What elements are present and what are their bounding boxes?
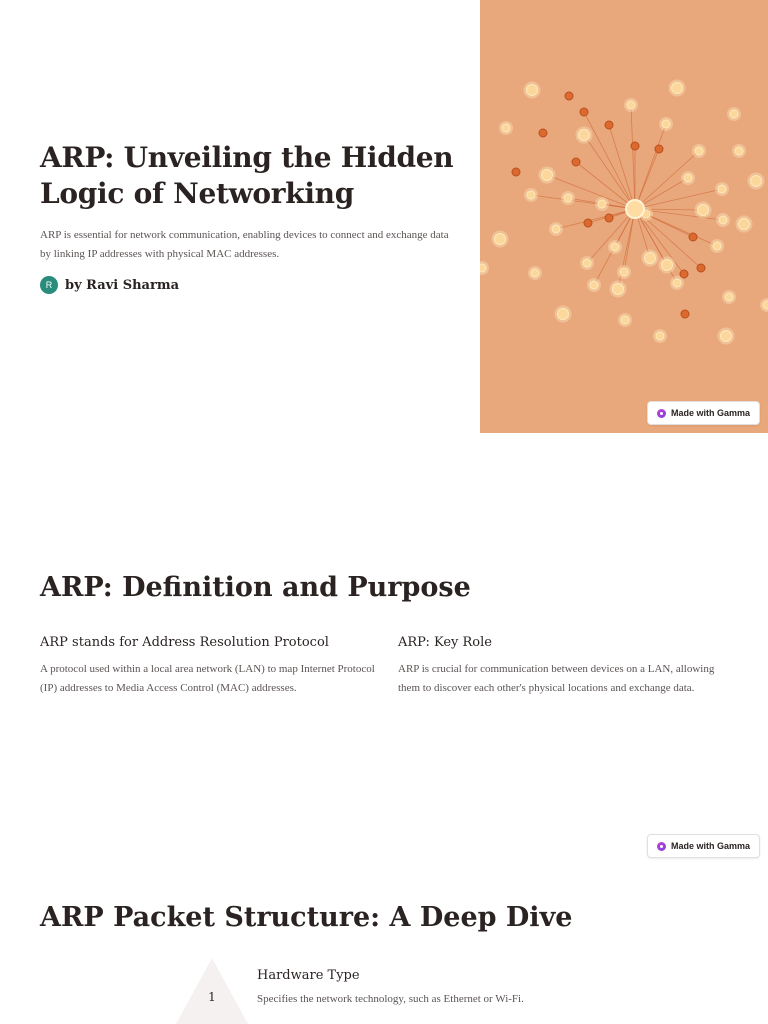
network-node [590,281,598,289]
network-node [656,332,664,340]
network-node [620,268,628,276]
avatar: R [40,276,58,294]
network-node [763,301,768,309]
network-node [611,243,619,251]
network-node [631,142,639,150]
network-node [662,260,673,271]
author-name: by Ravi Sharma [65,277,180,293]
definition-title: ARP: Definition and Purpose [40,572,471,603]
network-node [721,331,732,342]
network-node [689,233,697,241]
hero-subtitle: ARP is essential for network communication, enabling devices to connect and exchange data by linking IP addresses with physical MAC addresses. [40,229,449,260]
network-node [552,225,560,233]
network-node [527,85,538,96]
network-node [512,168,520,176]
network-link [584,135,635,209]
card-heading: ARP stands for Address Resolution Protocol [40,635,329,650]
network-link [547,175,635,209]
network-node [565,92,573,100]
network-node [495,234,506,245]
network-node [605,214,613,222]
definition-card [40,634,380,698]
network-node [527,191,535,199]
made-with-gamma-badge[interactable] [647,401,760,425]
network-node [751,176,762,187]
network-node [673,279,681,287]
network-node [613,284,624,295]
network-node [718,185,726,193]
key-role-card [398,634,738,698]
network-node [680,270,688,278]
network-node [564,194,572,202]
network-node [539,129,547,137]
network-node [583,259,591,267]
network-node [621,316,629,324]
network-node [558,309,569,320]
author-byline [40,276,179,294]
network-link [635,124,666,209]
network-node [739,219,750,230]
network-node [662,120,670,128]
packet-structure-title: ARP Packet Structure: A Deep Dive [40,902,573,933]
network-node [725,293,733,301]
network-link [556,209,635,229]
network-illustration [480,0,768,433]
network-node [480,264,486,272]
network-node [672,83,683,94]
network-node [580,108,588,116]
network-node [681,310,689,318]
network-node [542,170,553,181]
network-node [572,158,580,166]
card-heading: ARP: Key Role [398,635,492,650]
badge-label: Made with Gamma [671,841,751,851]
card-body: ARP is crucial for communication between devices on a LAN, allowing them to discover each other's physical locations and exchange data. [398,663,715,694]
step-number: 1 [208,990,216,1004]
network-node [655,145,663,153]
network-node [502,124,510,132]
network-hub-node [626,200,644,218]
badge-label: Made with Gamma [671,408,751,418]
gamma-logo-icon [657,409,666,418]
network-node [598,200,606,208]
network-node [719,216,727,224]
network-node [698,205,709,216]
network-node [730,110,738,118]
hero-title: ARP: Unveiling the Hidden Logic of Networking [40,141,454,210]
network-node [605,121,613,129]
network-node [695,147,703,155]
made-with-gamma-badge[interactable] [647,834,760,858]
network-node [531,269,539,277]
network-node [684,174,692,182]
network-node [713,242,721,250]
network-node [627,101,635,109]
step-body: Specifies the network technology, such as Ethernet or Wi-Fi. [257,993,524,1005]
network-node [645,253,656,264]
gamma-logo-icon [657,842,666,851]
network-node [735,147,743,155]
step-heading: Hardware Type [257,968,360,983]
network-link [631,105,635,209]
network-node [584,219,592,227]
network-node [579,130,590,141]
card-body: A protocol used within a local area network (LAN) to map Internet Protocol (IP) addresses to Media Access Control (MAC) addresses. [40,663,375,694]
network-links [531,105,723,289]
network-node [697,264,705,272]
hero-network-image [480,0,768,433]
